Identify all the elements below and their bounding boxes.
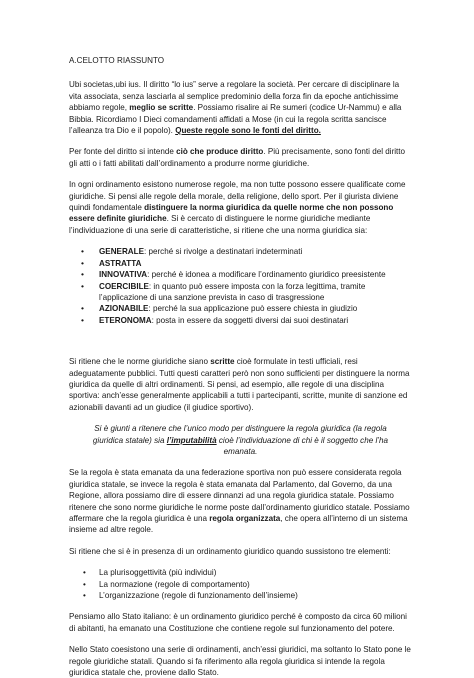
underlined-bold-text: Queste regole sono le fonti del diritto. (175, 126, 321, 136)
trait-desc: : perché si rivolge a destinatari indeterminati (143, 247, 303, 257)
trait-desc: : posta in essere da soggetti diversi dai suoi destinatari (151, 315, 349, 325)
paragraph-elementi: Si ritiene che si è in presenza di un ordinamento giuridico quando sussistono tre elementi: (69, 546, 391, 556)
paragraph-ordinamento (69, 179, 412, 236)
bold-text: meglio se scritte (129, 103, 194, 113)
text-run: cioè l’individuazione di chi è il soggetto che l’ha emanata. (216, 435, 389, 456)
trait-term: ETERONOMA (99, 315, 152, 325)
traits-list (69, 246, 412, 326)
bold-text: regola organizzata (209, 514, 281, 523)
text-run: . Più precisamente, sono fonti del diritto gli atti o i fatti abilitati dall’ordinamento a produrre norme giuridiche. (69, 147, 406, 168)
list-item (99, 246, 412, 257)
text-run: . Possiamo risalire ai Re sumeri (codice Ur-Nammu) e alla Bibbia. Ricordiamo I Dieci comandamenti affidati a Mose (in cui la regola scritta sancisce l’alleanza tra Dio e il popolo). (69, 103, 402, 136)
elements-list (69, 567, 412, 601)
trait-term: INNOVATIVA (99, 270, 148, 280)
trait-term: AZIONABILE (99, 304, 149, 314)
text-run: Si ritiene che le norme giuridiche siano (69, 357, 211, 367)
underlined-bold-text: l’imputabilità (166, 435, 217, 445)
text-run: Se la regola è stata emanata da una federazione sportiva non può essere considerata regola giuridica statale, se invece la regola è stata emanata dal Parlamento, dal Governo, da una Regione, allora possiamo dire di essere dinnanzi ad una regola giuridica statale. Possiamo ritenere che sono norme giuridiche le norme poste dall’ordinamento giuridico statale. Possiamo affermare che la regola giuridica è una (69, 468, 410, 523)
paragraph-stato: Nello Stato coesistono una serie di ordinamenti, anch’essi giuridici, ma soltanto lo Stato pone le regole giuridiche statali. Quando si fa riferimento alla regola giuridica si intende la regola giuridica statale che, proviene dallo Stato. (69, 645, 411, 678)
text-run: cioè formulate in testi ufficiali, resi adeguatamente pubblici. Tutti questi caratteri però non sono sufficienti per distinguere la norma giuridica da quelle di altri ordinamenti. Si pensi, ad esempio, alle regole di una disciplina sportiva: anch’esse generalmente applicabili a tutti i partecipanti, scritte, munite di sanzione ed azionabili davanti ad un giudice (il giudice sportivo). (69, 357, 410, 412)
paragraph-fonte (69, 146, 412, 169)
text-run: . Si è cercato di distinguere le norme giuridiche mediante l’individuazione di una serie di caratteristiche, si ritiene che una norma giuridica sia: (69, 214, 371, 235)
list-item (99, 269, 412, 280)
trait-term: GENERALE (99, 247, 144, 257)
trait-desc: : perché la sua applicazione può essere chiesta in giudizio (148, 304, 358, 314)
text-run: Per fonte del diritto si intende (69, 147, 177, 157)
trait-desc: : in quanto può essere imposta con la forza legittima, tramite l’applicazione di una sanzione prevista in caso di trasgressione (99, 281, 366, 302)
trait-term: COERCIBILE (99, 281, 149, 291)
bold-text: distinguere la norma giuridica da quelle norme che non possono essere definite giuridiche (69, 203, 394, 224)
bold-text: scritte (210, 357, 235, 367)
paragraph-intro (69, 79, 412, 136)
document-title: A.CELOTTO RIASSUNTO (69, 56, 165, 65)
list-item (99, 258, 412, 269)
paragraph-imputabilita (69, 423, 412, 457)
paragraph-stato-italiano: Pensiamo allo Stato italiano: è un ordinamento giuridico perché è composto da circa 60 milioni di abitanti, ha emanato una Costituzione che contiene regole sul funzionamento del potere. (69, 612, 407, 633)
list-item: • La plurisoggettività (più individui) (99, 567, 412, 578)
list-item: • La normazione (regole di comportamento) (99, 579, 412, 590)
list-item (99, 315, 412, 326)
list-item: • L’organizzazione (regole di funzionamento dell’insieme) (99, 590, 412, 601)
trait-term: ASTRATTA (99, 258, 142, 268)
text-run: Ubi societas,ubi ius. Il diritto “lo ius” serve a regolare la società. Per cercare di disciplinare la vita associata, senza lasciarla al semplice predominio della forza fin da epoche antichissime abbiamo regole, (69, 80, 400, 113)
spacer (69, 336, 412, 356)
trait-desc: : perché è idonea a modificare l’ordinamento giuridico preesistente (147, 270, 386, 280)
list-item (99, 281, 412, 304)
paragraph-federazione (69, 467, 412, 535)
text-run: , che opera all’interno di un sistema insieme ad altre regole. (69, 514, 408, 535)
text-run: In ogni ordinamento esistono numerose regole, ma non tutte possono essere qualificate come giuridiche. Si pensi alle regole della morale, della religione, dello sport. Per il giurista diviene quindi fondamentale (69, 180, 406, 213)
text-run: Si è giunti a ritenere che l’unico modo per distinguere la regola giuridica (la regola giuridica statale) sia (92, 424, 387, 445)
list-item (99, 303, 412, 314)
paragraph-scritte (69, 356, 412, 413)
bold-text: ciò che produce diritto (176, 147, 264, 157)
